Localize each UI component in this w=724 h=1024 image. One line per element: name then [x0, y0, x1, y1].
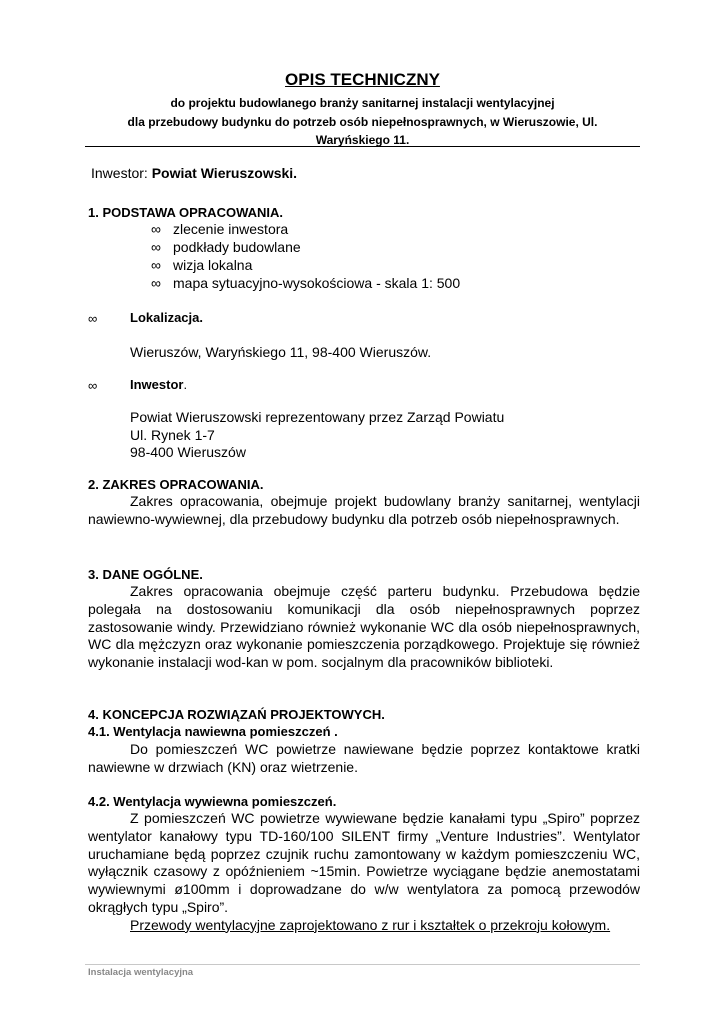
infinity-bullet-icon: ∞: [151, 239, 161, 255]
subsection-4-1-paragraph: Do pomieszczeń WC powietrze nawiewane będzie poprzez kontaktowe kratki nawiewne w drzwiach (KN) oraz wietrzenie.: [88, 741, 640, 775]
section2-paragraph: Zakres opracowania, obejmuje projekt budowlany branży sanitarnej, wentylacji nawiewno-wywiewnej, dla przebudowy budynku dla potrzeb osób niepełnosprawnych.: [88, 493, 640, 527]
infinity-bullet-icon: ∞: [88, 378, 98, 393]
subtitle-line: dla przebudowy budynku do potrzeb osób niepełnosprawnych, w Wieruszowie, Ul.: [127, 114, 598, 129]
investor-value: Powiat Wieruszowski.: [151, 165, 298, 181]
infinity-bullet-icon: ∞: [151, 275, 161, 291]
location-text: Wieruszów, Waryńskiego 11, 98-400 Wieruszów.: [130, 344, 432, 360]
infinity-bullet-icon: ∞: [88, 311, 98, 326]
section3-paragraph: Zakres opracowania obejmuje część parteru budynku. Przebudowa będzie polegała na dostosowaniu komunikacji dla osób niepełnosprawnych poprzez zastosowanie windy. Przewidziano również wykonanie WC dla osób niepełnosprawnych, WC dla mężczyzn oraz wykonanie pomieszczenia porządkowego. Projektuje się również wykonanie instalacji wod-kan w pom. socjalnym dla pracowników biblioteki.: [88, 583, 640, 671]
section1-heading: 1. PODSTAWA OPRACOWANIA.: [88, 205, 284, 220]
subtitle-line: do projektu budowlanego branży sanitarnej instalacji wentylacyjnej: [170, 96, 555, 110]
list-item: ∞ mapa sytuacyjno-wysokościowa - skala 1: 500: [151, 275, 461, 291]
document-title: OPIS TECHNICZNY: [285, 70, 440, 89]
investor-line: [91, 165, 297, 181]
investor-address: [130, 409, 504, 462]
investor-label: Inwestor:: [91, 165, 152, 181]
subsection-4-2-heading: 4.2. Wentylacja wywiewna pomieszczeń.: [88, 794, 337, 809]
list-item: ∞ wizja lokalna: [151, 257, 253, 273]
header-divider: [85, 146, 640, 147]
list-item: ∞ podkłady budowlane: [151, 239, 301, 255]
subtitle-line: Waryńskiego 11.: [315, 133, 410, 147]
infinity-bullet-icon: ∞: [151, 221, 161, 237]
document-subtitle: [85, 94, 640, 150]
investor-heading: Inwestor.: [130, 377, 188, 392]
page-footer: Instalacja wentylacyjna: [88, 967, 194, 978]
infinity-bullet-icon: ∞: [151, 257, 161, 273]
section3-heading: 3. DANE OGÓLNE.: [88, 567, 203, 582]
section4-heading: 4. KONCEPCJA ROZWIĄZAŃ PROJEKTOWYCH.: [88, 707, 385, 722]
section2-heading: 2. ZAKRES OPRACOWANIA.: [88, 477, 264, 492]
underlined-closing-line: Przewody wentylacyjne zaprojektowano z rur i kształtek o przekroju kołowym.: [130, 916, 611, 933]
location-heading: Lokalizacja.: [130, 310, 203, 325]
list-item: ∞ zlecenie inwestora: [151, 221, 289, 237]
subsection-4-1-heading: 4.1. Wentylacja nawiewna pomieszczeń .: [88, 724, 338, 739]
address-line: Ul. Rynek 1-7: [130, 426, 215, 443]
section1-list: [151, 220, 460, 292]
footer-divider: [85, 964, 640, 965]
subsection-4-2-paragraph: Z pomieszczeń WC powietrze wywiewane będzie kanałami typu „Spiro” poprzez wentylator kanałowy typu TD-160/100 SILENT firmy „Venture Industries”. Wentylator uruchamiane będą poprzez czujnik ruchu zamontowany w każdym pomieszczeniu WC, wyłącznik czasowy z opóźnieniem ~15min. Powietrze wyciągane będzie anemostatami wywiewnymi ø100mm i doprowadzane do w/w wentylatora za pomocą przewodów okrągłych typu „Spiro”. Przewody wentylacyjne zaprojektowano z rur i kształtek o przekroju kołowym.: [88, 810, 640, 933]
address-line: 98-400 Wieruszów: [130, 444, 246, 460]
address-line: Powiat Wieruszowski reprezentowany przez Zarząd Powiatu: [130, 409, 505, 425]
